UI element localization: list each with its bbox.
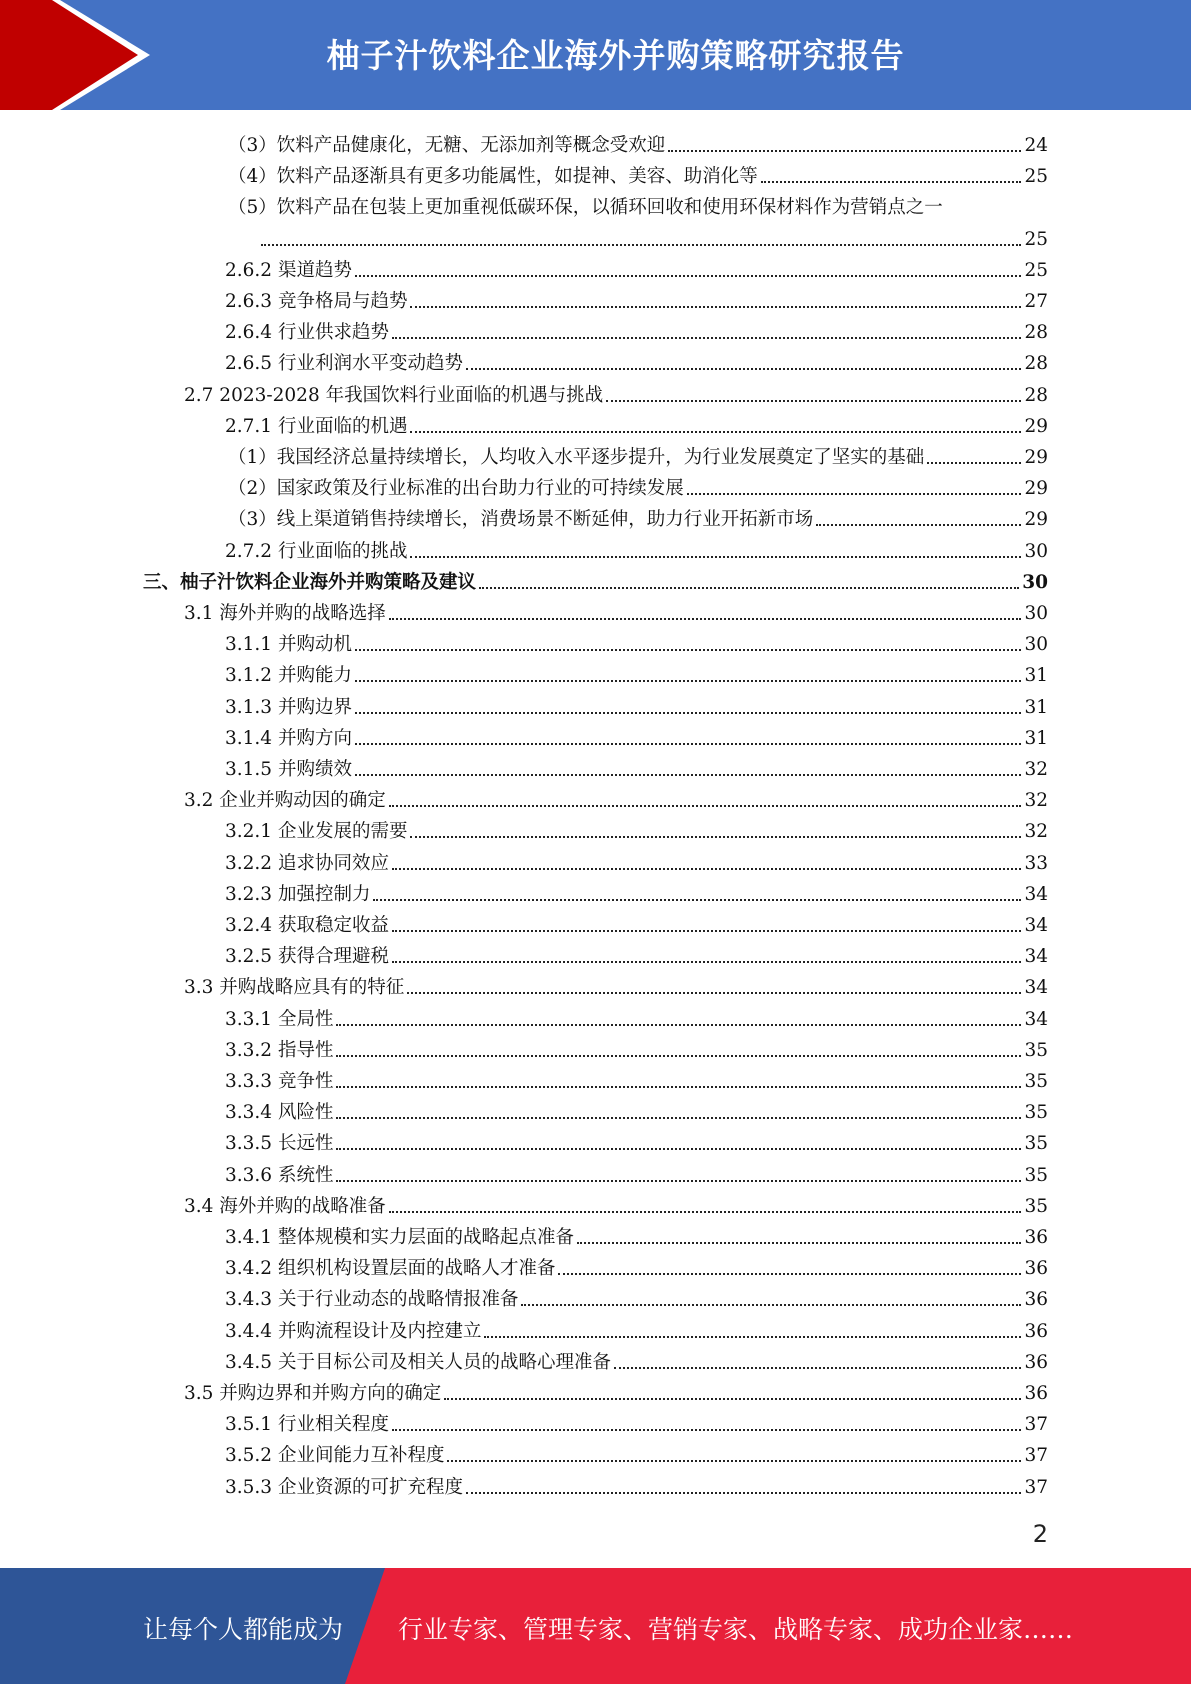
toc-entry-title: （1）我国经济总量持续增长，人均收入水平逐步提升，为行业发展奠定了坚实的基础 [228, 447, 925, 468]
toc-dot-leader [410, 306, 1021, 308]
toc-entry-title: 2.6.2 渠道趋势 [225, 260, 352, 281]
toc-entry[interactable] [225, 907, 1048, 938]
toc-entry[interactable] [228, 501, 1048, 532]
toc-entry-page: 29 [1024, 478, 1048, 499]
toc-entry-page: 29 [1024, 416, 1048, 437]
toc-entry-title: 3.4.2 组织机构设置层面的战略人才准备 [225, 1258, 556, 1279]
toc-entry-page: 31 [1024, 665, 1048, 686]
toc-entry-title: 3.1.5 并购绩效 [225, 759, 352, 780]
toc-entry[interactable] [258, 221, 1048, 252]
toc-dot-leader [355, 712, 1022, 714]
toc-dot-leader [577, 1242, 1021, 1244]
toc-entry-title: 3.2.3 加强控制力 [225, 884, 371, 905]
toc-entry-title: 3.3.6 系统性 [225, 1165, 334, 1186]
toc-entry-page: 32 [1024, 759, 1048, 780]
toc-entry-title: 2.7.1 行业面临的机遇 [225, 416, 408, 437]
toc-entry-page: 34 [1024, 915, 1048, 936]
toc-entry[interactable] [225, 1001, 1048, 1032]
toc-dot-leader [927, 462, 1021, 464]
toc-dot-leader [558, 1273, 1021, 1275]
toc-dot-leader [761, 181, 1022, 183]
toc-entry-page: 30 [1024, 603, 1048, 624]
toc-entry[interactable] [184, 377, 1048, 408]
toc-entry[interactable] [225, 657, 1048, 688]
toc-dot-leader [336, 1024, 1021, 1026]
toc-dot-leader [614, 1367, 1021, 1369]
toc-entry-title: 3.3 并购战略应具有的特征 [184, 977, 405, 998]
toc-entry-title: 3.2.4 获取稳定收益 [225, 915, 389, 936]
toc-entry-page: 36 [1024, 1321, 1048, 1342]
toc-entry-title: 3.4 海外并购的战略准备 [184, 1196, 386, 1217]
toc-dot-leader [479, 587, 1019, 589]
toc-entry-page: 35 [1024, 1133, 1048, 1154]
toc-dot-leader [606, 400, 1021, 402]
toc-dot-leader [355, 774, 1022, 776]
toc-dot-leader [389, 805, 1022, 807]
toc-entry-title: （5）饮料产品在包装上更加重视低碳环保，以循环回收和使用环保材料作为营销点之一 [228, 197, 943, 218]
toc-dot-leader [392, 868, 1021, 870]
toc-entry-page: 37 [1024, 1414, 1048, 1435]
toc-dot-leader [466, 1492, 1021, 1494]
toc-entry-page: 33 [1024, 853, 1048, 874]
toc-entry-title: 2.7 2023-2028 年我国饮料行业面临的机遇与挑战 [184, 385, 604, 406]
toc-entry[interactable] [225, 408, 1048, 439]
toc-entry[interactable] [225, 1313, 1048, 1344]
toc-entry-page: 37 [1024, 1477, 1048, 1498]
toc-entry-page: 32 [1024, 790, 1048, 811]
toc-dot-leader [392, 930, 1021, 932]
toc-entry-title: 3.5.3 企业资源的可扩充程度 [225, 1477, 463, 1498]
toc-entry[interactable] [184, 595, 1048, 626]
toc-entry[interactable] [143, 564, 1048, 595]
toc-dot-leader [410, 836, 1021, 838]
toc-dot-leader [355, 275, 1022, 277]
toc-dot-leader [816, 524, 1021, 526]
toc-dot-leader [466, 368, 1021, 370]
page-number: 2 [1032, 1520, 1048, 1548]
toc-entry-title: 三、柚子汁饮料企业海外并购策略及建议 [143, 572, 477, 593]
toc-dot-leader [355, 743, 1022, 745]
toc-entry[interactable] [225, 689, 1048, 720]
toc-entry-page: 35 [1024, 1071, 1048, 1092]
toc-dot-leader [336, 1086, 1021, 1088]
toc-entry-page: 34 [1024, 1009, 1048, 1030]
toc-entry-page: 36 [1024, 1227, 1048, 1248]
toc-entry-title: 3.2 企业并购动因的确定 [184, 790, 386, 811]
toc-entry-page: 29 [1024, 447, 1048, 468]
toc-dot-leader [444, 1398, 1021, 1400]
toc-entry[interactable] [225, 1344, 1048, 1375]
toc-entry[interactable] [225, 1125, 1048, 1156]
toc-entry-title: 3.3.2 指导性 [225, 1040, 334, 1061]
toc-entry[interactable] [225, 1406, 1048, 1437]
toc-entry-page: 35 [1024, 1040, 1048, 1061]
toc-entry[interactable] [228, 127, 1048, 158]
toc-entry[interactable] [225, 252, 1048, 283]
toc-entry[interactable] [228, 189, 1048, 220]
toc-entry[interactable] [225, 1281, 1048, 1312]
toc-entry[interactable] [225, 1219, 1048, 1250]
toc-entry-page: 30 [1022, 572, 1048, 593]
toc-entry-page: 30 [1024, 634, 1048, 655]
toc-dot-leader [410, 556, 1021, 558]
toc-entry-title: 3.1.4 并购方向 [225, 728, 352, 749]
toc-entry[interactable] [228, 439, 1048, 470]
toc-entry-title: 2.6.5 行业利润水平变动趋势 [225, 353, 463, 374]
toc-entry-title: 3.4.3 关于行业动态的战略情报准备 [225, 1289, 519, 1310]
toc-entry[interactable] [184, 782, 1048, 813]
toc-entry[interactable] [225, 1063, 1048, 1094]
toc-entry-title: 3.3.1 全局性 [225, 1009, 334, 1030]
toc-dot-leader [389, 618, 1022, 620]
toc-entry[interactable] [225, 813, 1048, 844]
toc-dot-leader [261, 244, 1021, 246]
toc-entry[interactable] [184, 1188, 1048, 1219]
toc-dot-leader [336, 1117, 1021, 1119]
toc-entry-page: 35 [1024, 1102, 1048, 1123]
toc-entry-title: 3.4.4 并购流程设计及内控建立 [225, 1321, 482, 1342]
toc-dot-leader [336, 1148, 1021, 1150]
toc-entry[interactable] [225, 345, 1048, 376]
toc-entry[interactable] [225, 845, 1048, 876]
toc-dot-leader [355, 680, 1022, 682]
toc-entry-title: 3.5.2 企业间能力互补程度 [225, 1445, 445, 1466]
toc-entry-page: 28 [1024, 322, 1048, 343]
toc-entry[interactable] [225, 1032, 1048, 1063]
toc-entry-page: 37 [1024, 1445, 1048, 1466]
toc-dot-leader [336, 1055, 1021, 1057]
toc-entry[interactable] [228, 158, 1048, 189]
toc-dot-leader [484, 1336, 1021, 1338]
toc-entry-title: 2.7.2 行业面临的挑战 [225, 541, 408, 562]
toc-entry-page: 28 [1024, 385, 1048, 406]
toc-dot-leader [668, 150, 1021, 152]
toc-entry-title: 2.6.3 竞争格局与趋势 [225, 291, 408, 312]
toc-dot-leader [687, 493, 1022, 495]
toc-entry-title: 3.4.1 整体规模和实力层面的战略起点准备 [225, 1227, 574, 1248]
toc-entry[interactable] [225, 1094, 1048, 1125]
toc-entry-page: 35 [1024, 1165, 1048, 1186]
toc-entry[interactable] [225, 1157, 1048, 1188]
toc-entry-page: 32 [1024, 821, 1048, 842]
toc-entry[interactable] [225, 1469, 1048, 1500]
toc-entry[interactable] [184, 969, 1048, 1000]
toc-entry-page: 30 [1024, 541, 1048, 562]
toc-dot-leader [373, 899, 1021, 901]
toc-dot-leader [392, 337, 1021, 339]
toc-entry-page: 36 [1024, 1383, 1048, 1404]
toc-entry[interactable] [225, 751, 1048, 782]
footer-slogan-right: 行业专家、管理专家、营销专家、战略专家、成功企业家…… [398, 1615, 1074, 1644]
toc-entry-title: 3.3.3 竞争性 [225, 1071, 334, 1092]
report-title: 柚子汁饮料企业海外并购策略研究报告 [326, 36, 905, 75]
toc-entry[interactable] [225, 938, 1048, 969]
toc-entry-title: 3.4.5 关于目标公司及相关人员的战略心理准备 [225, 1352, 611, 1373]
header-banner [0, 0, 1191, 110]
toc-entry-page: 28 [1024, 353, 1048, 374]
toc-entry[interactable] [225, 1250, 1048, 1281]
toc-entry-title: （2）国家政策及行业标准的出台助力行业的可持续发展 [228, 478, 684, 499]
toc-dot-leader [410, 431, 1021, 433]
toc-dot-leader [407, 992, 1021, 994]
toc-entry-title: （3）线上渠道销售持续增长，消费场景不断延伸，助力行业开拓新市场 [228, 509, 814, 530]
toc-dot-leader [392, 961, 1021, 963]
toc-entry-title: 3.2.2 追求协同效应 [225, 853, 389, 874]
toc-entry-title: 3.1 海外并购的战略选择 [184, 603, 386, 624]
toc-entry[interactable] [184, 1375, 1048, 1406]
toc-entry-page: 29 [1024, 509, 1048, 530]
toc-entry-title: 3.5.1 行业相关程度 [225, 1414, 389, 1435]
toc-entry-page: 34 [1024, 884, 1048, 905]
toc-entry-title: 3.1.2 并购能力 [225, 665, 352, 686]
footer-banner [0, 1568, 1191, 1684]
toc-entry[interactable] [225, 533, 1048, 564]
toc-entry[interactable] [228, 470, 1048, 501]
toc-entry-page: 36 [1024, 1258, 1048, 1279]
toc-entry[interactable] [225, 720, 1048, 751]
toc-entry-page: 34 [1024, 946, 1048, 967]
toc-entry[interactable] [225, 876, 1048, 907]
toc-entry[interactable] [225, 314, 1048, 345]
toc-entry-page: 24 [1024, 135, 1048, 156]
toc-dot-leader [392, 1429, 1021, 1431]
toc-entry-title: 3.3.5 长远性 [225, 1133, 334, 1154]
toc-entry-page: 36 [1024, 1289, 1048, 1310]
toc-dot-leader [355, 649, 1022, 651]
toc-entry-page: 31 [1024, 697, 1048, 718]
toc-entry-page: 34 [1024, 977, 1048, 998]
toc-dot-leader [521, 1304, 1021, 1306]
toc-entry-page: 25 [1024, 166, 1048, 187]
footer-slogan-left: 让每个人都能成为 [143, 1615, 344, 1644]
toc-entry-title: 3.1.1 并购动机 [225, 634, 352, 655]
toc-entry-title: 3.2.5 获得合理避税 [225, 946, 389, 967]
toc-dot-leader [389, 1211, 1022, 1213]
toc-entry[interactable] [225, 626, 1048, 657]
toc-entry-title: （4）饮料产品逐渐具有更多功能属性，如提神、美容、助消化等 [228, 166, 758, 187]
toc-entry-title: 3.3.4 风险性 [225, 1102, 334, 1123]
toc-entry-page: 25 [1024, 260, 1048, 281]
toc-entry-title: 2.6.4 行业供求趋势 [225, 322, 389, 343]
toc-dot-leader [336, 1180, 1021, 1182]
toc-entry[interactable] [225, 1437, 1048, 1468]
toc-entry-page: 31 [1024, 728, 1048, 749]
toc-entry-page: 25 [1024, 229, 1048, 250]
toc-entry-page: 36 [1024, 1352, 1048, 1373]
toc-entry-title: 3.5 并购边界和并购方向的确定 [184, 1383, 442, 1404]
toc-entry-title: （3）饮料产品健康化，无糖、无添加剂等概念受欢迎 [228, 135, 666, 156]
toc-entry-title: 3.1.3 并购边界 [225, 697, 352, 718]
toc-entry-title: 3.2.1 企业发展的需要 [225, 821, 408, 842]
toc-dot-leader [447, 1460, 1021, 1462]
toc-entry-page: 35 [1024, 1196, 1048, 1217]
toc-entry-page: 27 [1024, 291, 1048, 312]
toc-entry[interactable] [225, 283, 1048, 314]
